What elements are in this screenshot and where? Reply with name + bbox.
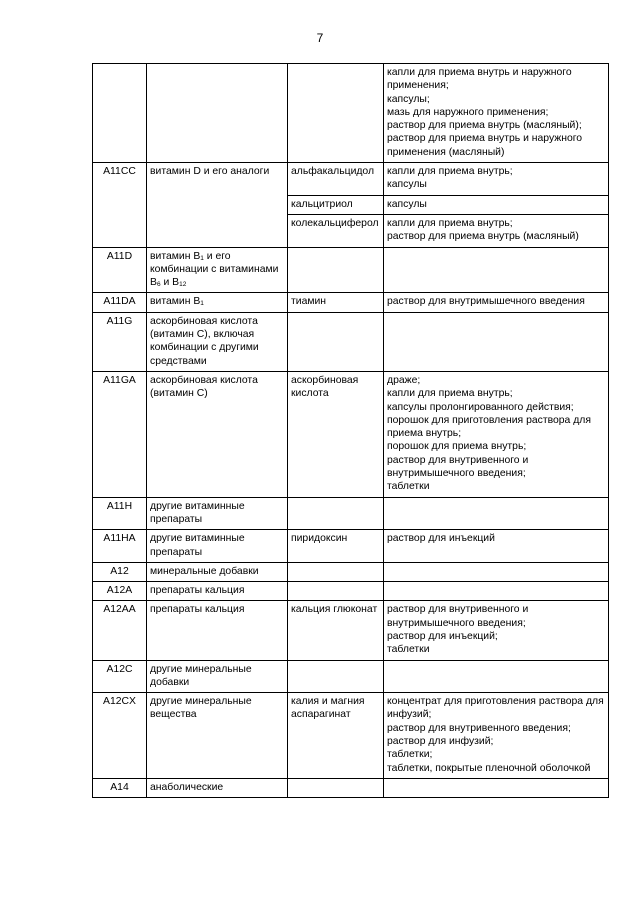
dosage-form-cell (384, 660, 609, 693)
group-cell: другие витаминные препараты (147, 530, 288, 563)
dosage-form-cell: раствор для внутривенного и внутримышечного введения; раствор для инъекций; таблетки (384, 601, 609, 660)
dosage-form-cell (384, 247, 609, 293)
dosage-form-cell: раствор для инъекций (384, 530, 609, 563)
atc-code-cell: A12AA (93, 601, 147, 660)
group-text: витамин B (150, 250, 201, 262)
dosage-form-cell (384, 497, 609, 530)
table-row (93, 660, 609, 693)
dosage-form-cell: капли для приема внутрь; капсулы (384, 163, 609, 196)
group-cell: анаболические (147, 778, 288, 797)
dosage-form-cell: концентрат для приготовления раствора для инфузий; раствор для внутривенного введения; раствор для инфузий; таблетки; таблетки, покрытые пленочной оболочкой (384, 693, 609, 779)
drug-list-table (92, 63, 609, 798)
drug-name-cell (288, 660, 384, 693)
table-row (93, 497, 609, 530)
drug-name-cell (288, 497, 384, 530)
table-row (93, 371, 609, 497)
table-row (93, 312, 609, 371)
page-number: 7 (316, 31, 324, 45)
subscript: 1 (200, 300, 204, 308)
table-row (93, 247, 609, 293)
drug-name-cell: тиамин (288, 293, 384, 312)
group-cell (147, 293, 288, 312)
table-row (93, 163, 609, 196)
group-text: и B (160, 277, 180, 289)
table-row (93, 530, 609, 563)
atc-code-cell: A11DA (93, 293, 147, 312)
group-cell: другие витаминные препараты (147, 497, 288, 530)
dosage-form-cell: капсулы (384, 195, 609, 214)
drug-name-cell: калия и магния аспарагинат (288, 693, 384, 779)
drug-name-cell (288, 312, 384, 371)
drug-name-cell (288, 247, 384, 293)
group-cell: аскорбиновая кислота (витамин C) (147, 371, 288, 497)
group-cell: препараты кальция (147, 601, 288, 660)
table-row (93, 293, 609, 312)
dosage-form-cell (384, 562, 609, 581)
atc-code-cell: A12A (93, 582, 147, 601)
atc-code-cell: A11HA (93, 530, 147, 563)
drug-name-cell (288, 778, 384, 797)
group-cell: аскорбиновая кислота (витамин C), включая комбинации с другими средствами (147, 312, 288, 371)
subscript: 12 (179, 281, 187, 289)
drug-name-cell: пиридоксин (288, 530, 384, 563)
dosage-form-cell (384, 312, 609, 371)
drug-name-cell: колекальциферол (288, 214, 384, 247)
atc-code-cell: A12C (93, 660, 147, 693)
atc-code-cell: A11GA (93, 371, 147, 497)
drug-name-cell (288, 562, 384, 581)
table-row (93, 601, 609, 660)
dosage-form-cell: драже; капли для приема внутрь; капсулы пролонгированного действия; порошок для приготовления раствора для приема внутрь; порошок для приема внутрь; раствор для внутривенного и внутримышечного введения; таблетки (384, 371, 609, 497)
dosage-form-cell: раствор для внутримышечного введения (384, 293, 609, 312)
drug-name-cell: альфакальцидол (288, 163, 384, 196)
atc-code-cell: A11D (93, 247, 147, 293)
dosage-form-cell (384, 778, 609, 797)
group-cell: другие минеральные вещества (147, 693, 288, 779)
group-cell: витамин D и его аналоги (147, 163, 288, 247)
table-row (93, 582, 609, 601)
group-text: витамин B (150, 296, 201, 308)
table-row (93, 562, 609, 581)
dosage-form-cell (384, 582, 609, 601)
group-cell: другие минеральные добавки (147, 660, 288, 693)
table-row (93, 693, 609, 779)
atc-code-cell: A11CC (93, 163, 147, 247)
dosage-form-cell: капли для приема внутрь; раствор для приема внутрь (масляный) (384, 214, 609, 247)
group-cell (147, 247, 288, 293)
atc-code-cell (93, 64, 147, 163)
group-cell: минеральные добавки (147, 562, 288, 581)
drug-name-cell (288, 64, 384, 163)
table-row (93, 778, 609, 797)
table-row (93, 64, 609, 163)
drug-name-cell: кальцитриол (288, 195, 384, 214)
group-cell (147, 64, 288, 163)
atc-code-cell: A11G (93, 312, 147, 371)
atc-code-cell: A12 (93, 562, 147, 581)
drug-name-cell: кальция глюконат (288, 601, 384, 660)
drug-name-cell (288, 582, 384, 601)
subscript: 1 (200, 254, 204, 262)
dosage-form-cell: капли для приема внутрь и наружного применения; капсулы; мазь для наружного применения; раствор для приема внутрь (масляный); раствор для приема внутрь и наружного применения (масляный) (384, 64, 609, 163)
atc-code-cell: A11H (93, 497, 147, 530)
subscript: 6 (156, 281, 161, 289)
atc-code-cell: A14 (93, 778, 147, 797)
group-cell: препараты кальция (147, 582, 288, 601)
group-text: и его комбинации с витаминами B (150, 250, 279, 289)
atc-code-cell: A12CX (93, 693, 147, 779)
drug-name-cell: аскорбиновая кислота (288, 371, 384, 497)
